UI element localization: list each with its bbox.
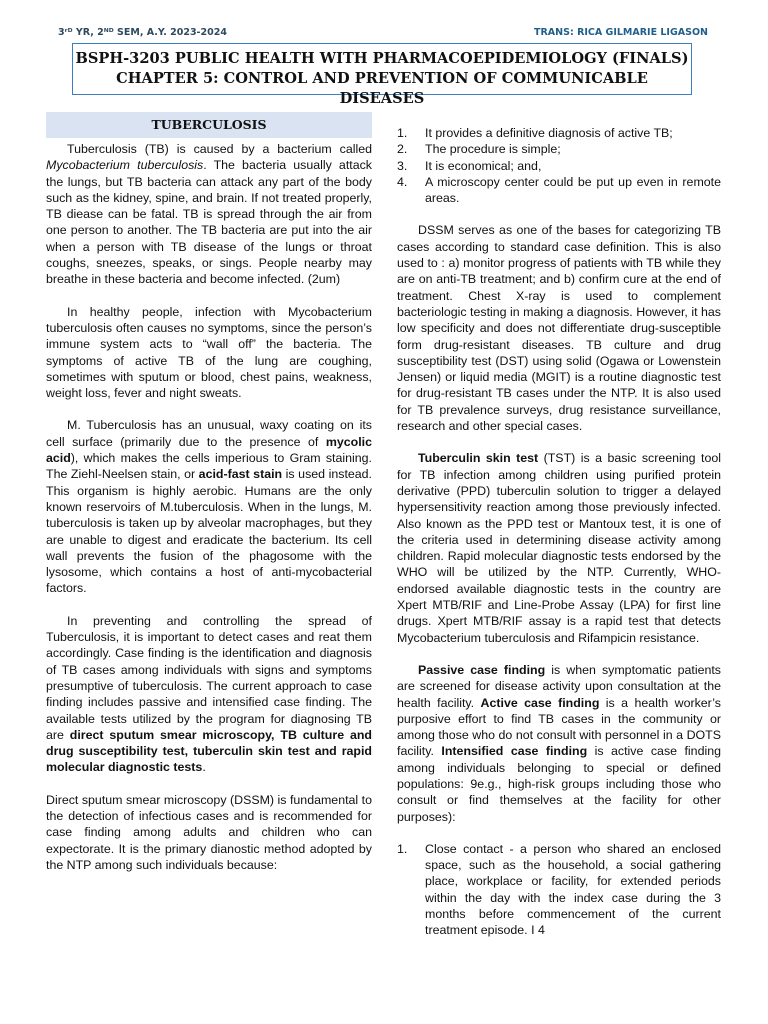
term-tuberculin-skin-test: Tuberculin skin test	[418, 451, 539, 466]
document-title-box	[72, 43, 692, 107]
text-run: .	[202, 760, 206, 775]
right-column	[397, 125, 721, 955]
list-item	[397, 141, 721, 157]
list-item	[397, 158, 721, 174]
paragraph-case-finding	[46, 613, 372, 776]
paragraph-symptoms: In healthy people, infection with Mycobacterium tuberculosis often causes no symptoms, since the person’s immune system acts to “wall off” the bacteria. The symptoms of active TB of the lung are coughing, sometimes with sputum or blood, chest pains, weakness, weight loss, fever and night sweats.	[46, 304, 372, 401]
left-column	[46, 112, 372, 889]
dssm-reasons-list	[397, 125, 721, 206]
text-run: (TST) is a basic screening tool for TB infection among children using purified protein derivative (PPD) tuberculin solution to trigger a delayed hypersensitivity reaction among those previously infected. Also known as the PPD test or Mantoux test, it is one of the criteria used in determining disease activity among children. Rapid molecular diagnostic tests endorsed by the WHO will be utilized by the NTP. Currently, WHO- endorsed available diagnostic tests in the country are Xpert MTB/RIF and Line-Probe Assay (LPA) for first line drugs. Xpert MTB/RIF assay is a rapid test that detects Mycobacterium tuberculosis and Rifampicin resistance.	[397, 451, 721, 645]
list-text: It provides a definitive diagnosis of active TB;	[425, 126, 673, 140]
list-number: 2.	[397, 142, 408, 157]
title-line-1: BSPH-3203 PUBLIC HEALTH WITH PHARMACOEPIDEMIOLOGY (FINALS)	[75, 50, 689, 67]
term-acid-fast-stain: acid-fast stain	[198, 467, 283, 482]
term-active-case-finding: Active case finding	[480, 695, 600, 710]
paragraph-staining	[46, 417, 372, 596]
text-run: is active case finding among individuals belonging to special or defined populations: 9e.g., high-risk groups including those who consult or find themselves at the facility for other purposes):	[397, 744, 721, 824]
paragraph-dssm: Direct sputum smear microscopy (DSSM) is fundamental to the detection of infectious cases and is recommended for case finding among adults and children who can expectorate. It is the primary dianostic method adopted by the NTP among such individuals because:	[46, 792, 372, 872]
term-mycolic-acid: mycolic acid	[46, 434, 372, 466]
text-run: Tuberculosis (TB) is caused by a bacterium called	[67, 142, 372, 156]
list-number: 3.	[397, 158, 408, 173]
list-number: 1.	[397, 841, 408, 856]
list-number: 1.	[397, 126, 408, 140]
paragraph-dssm-uses: DSSM serves as one of the bases for categorizing TB cases according to standard case definition. This is also used to : a) monitor progress of patients with TB while they are on anti-TB treatment; and b) confirm cure at the end of treatment. Chest X-ray is used to complement bacteriologic testing in making a diagnosis. However, it has low specificity and does not differentiate drug-susceptible form drug-resistant diseases. TB culture and drug susceptibility test (DST) using solid (Ogawa or Lowenstein Jensen) or liquid media (MGIT) is a routine diagnostic test for drug-resistant TB cases under the NTP. It is also used for TB prevalence surveys, drug resistance surveillance, research and other special cases.	[397, 223, 721, 434]
list-item	[397, 174, 721, 207]
list-item	[397, 841, 721, 939]
paragraph-tuberculin-skin-test	[397, 450, 721, 646]
term-diagnostic-tests: direct sputum smear microscopy, TB culture and drug susceptibility test, tuberculin skin test and rapid molecular diagnostic tests	[46, 727, 372, 775]
section-heading-tuberculosis: TUBERCULOSIS	[46, 112, 372, 138]
term-passive-case-finding: Passive case finding	[418, 662, 546, 677]
text-run: ), which makes the cells imperious to Gram staining. The Ziehl-Neelsen stain, or	[46, 451, 372, 482]
title-line-2: CHAPTER 5: CONTROL AND PREVENTION OF COMMUNICABLE DISEASES	[116, 70, 648, 107]
text-run: is a health worker’s purposive effort to find TB cases in the community or among those who do not consult with personnel in a DOTS facility.	[397, 695, 721, 759]
text-run: . The bacteria usually attack the lungs, but TB bacteria can attack any part of the body such as the kidney, spine, and brain. If not treated properly, TB diease can be fatal. TB is spread through the air from one person to another. The TB bacteria are put into the air when a person with TB disease of the lungs or throat coughs, sneezes, speaks, or sings. People nearby may breathe in these bacteria and become infected. (2um)	[46, 158, 372, 287]
paragraph-tb-cause	[46, 141, 372, 288]
list-text: It is economical; and,	[425, 158, 542, 173]
list-item	[397, 125, 721, 141]
list-text: The procedure is simple;	[425, 142, 561, 157]
high-risk-groups-list	[397, 841, 721, 939]
header-transcriber: TRANS: RICA GILMARIE LIGASON	[534, 27, 708, 38]
page-header	[58, 27, 708, 41]
term-intensified-case-finding: Intensified case finding	[441, 744, 588, 759]
text-run: is used instead. This organism is highly aerobic. Humans are the only known reservoirs of M.tuberculosis. When in the lungs, M. tuberculosis is taken up by alveolar macrophages, but they are unable to digest and eradicate the bacterium. Its cell wall prevents the fusion of the phagosome with the lysosome, which contains a host of anti-mycobacterial factors.	[46, 467, 372, 596]
header-semester: 3ʳᴰ YR, 2ᴺᴰ SEM, A.Y. 2023-2024	[58, 27, 227, 38]
paragraph-case-finding-types	[397, 662, 721, 825]
text-run: In preventing and controlling the spread of Tuberculosis, it is important to detect cases and reat them accordingly. Case finding is the identification and diagnosis of TB cases among individuals with signs and symptoms presumptive of tuberculosis. The current approach to case finding includes passive and intensified case finding. The available tests utilized by the program for diagnosing TB are	[46, 613, 372, 742]
list-text: A microscopy center could be put up even in remote areas.	[425, 174, 721, 206]
text-run: M. Tuberculosis has an unusual, waxy coating on its cell surface (primarily due to the presence of	[46, 418, 372, 449]
species-name: Mycobacterium tuberculosis	[46, 158, 204, 173]
list-text: Close contact - a person who shared an enclosed space, such as the household, a social gathering place, workplace or facility, for extended periods within the day with the index case during the 3 months before commencement of the current treatment episode. I 4	[425, 841, 721, 938]
text-run: is when symptomatic patients are screened for disease activity upon consultation at the health facility.	[397, 662, 721, 710]
list-number: 4.	[397, 174, 408, 189]
